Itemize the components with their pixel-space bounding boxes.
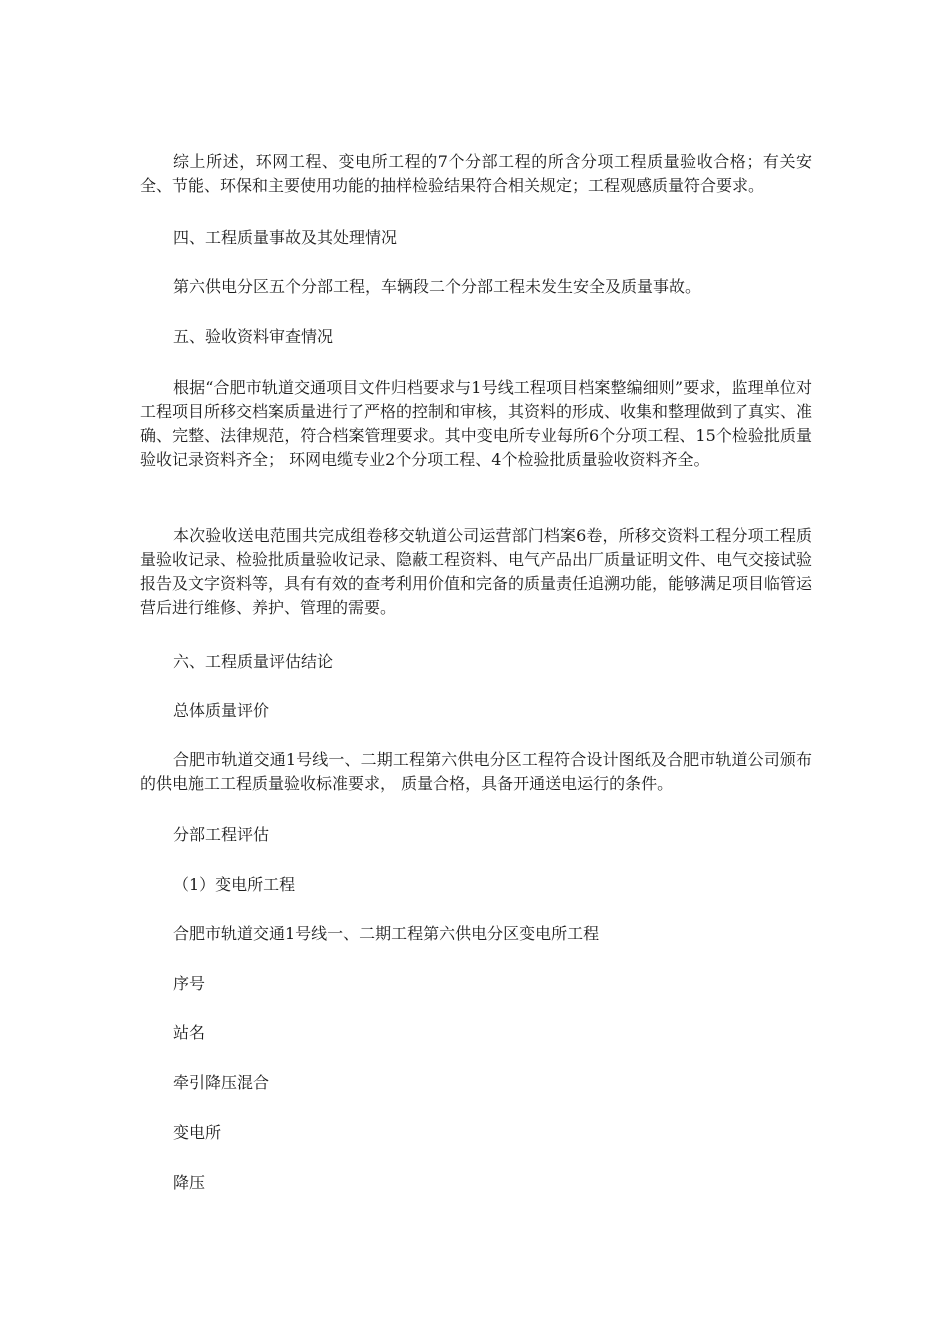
overall-evaluation-paragraph: 合肥市轨道交通1号线一、二期工程第六供电分区工程符合设计图纸及合肥市轨道公司颁布的供电施工工程质量验收标准要求， 质量合格，具备开通送电运行的条件。 [140,750,812,793]
item-substation-works: （1）变电所工程 [173,875,296,894]
table-header-step-down: 降压 [173,1173,206,1192]
section-heading-quality-accidents: 四、工程质量事故及其处理情况 [173,228,398,247]
table-caption: 合肥市轨道交通1号线一、二期工程第六供电分区变电所工程 [173,924,600,943]
subheading-divisional-evaluation: 分部工程评估 [173,825,270,844]
archive-transfer-paragraph: 本次验收送电范围共完成组卷移交轨道公司运营部门档案6卷，所移交资料工程分项工程质量验收记录、检验批质量验收记录、隐蔽工程资料、电气产品出厂质量证明文件、电气交接试验报告及文字资料等，具有有效的查考利用价值和完备的质量责任追溯功能，能够满足项目临管运营后进行维修、养护、管理的需要。 [140,526,813,617]
summary-paragraph: 综上所述，环网工程、变电所工程的7个分部工程的所含分项工程质量验收合格；有关安全、节能、环保和主要使用功能的抽样检验结果符合相关规定；工程观感质量符合要求。 [140,152,812,195]
table-header-substation: 变电所 [173,1123,222,1142]
table-header-serial-number: 序号 [173,974,206,993]
subheading-overall-evaluation: 总体质量评价 [173,701,270,720]
accident-paragraph: 第六供电分区五个分部工程，车辆段二个分部工程未发生安全及质量事故。 [173,277,702,296]
section-heading-document-review: 五、验收资料审查情况 [173,327,334,346]
table-header-station-name: 站名 [173,1023,206,1042]
archive-requirements-paragraph: 根据“合肥市轨道交通项目文件归档要求与1号线工程项目档案整编细则”要求，监理单位对工程项目所移交档案质量进行了严格的控制和审核，其资料的形成、收集和整理做到了真实、准确、完整、法律规范，符合档案管理要求。其中变电所专业每所6个分项工程、15个检验批质量验收记录资料齐全； 环网电缆专业2个分项工程、4个检验批质量验收资料齐全。 [140,378,813,469]
section-heading-evaluation-conclusion: 六、工程质量评估结论 [173,652,334,671]
table-header-traction-step-down: 牵引降压混合 [173,1073,270,1092]
